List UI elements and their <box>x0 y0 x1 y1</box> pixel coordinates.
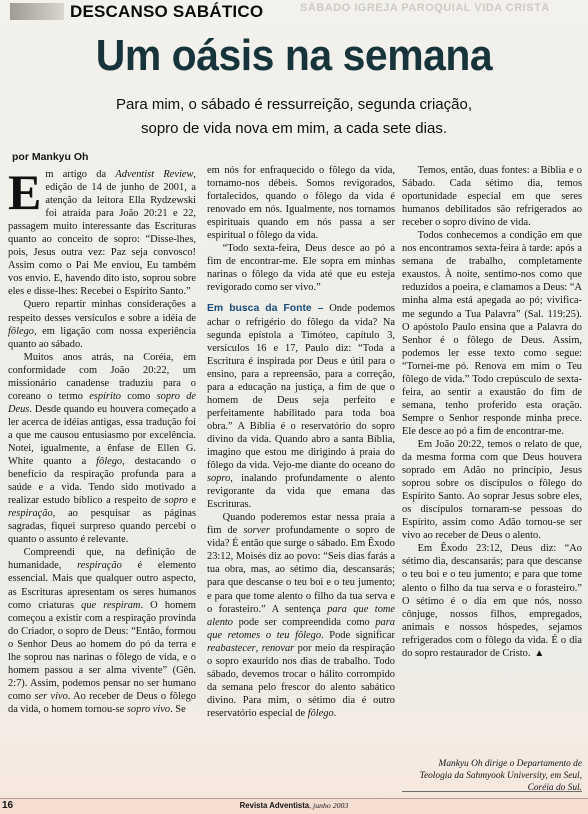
magazine-name: Revista Adventista <box>239 801 310 810</box>
paragraph: Em busca da Fonte – Onde podemos achar o refrigério do fôlego da vida? Na segunda epístola a Timóteo, capítulo 3, versículos 16 e 17, Paulo diz: “Toda a Escritura é inspirada por Deus e útil para o ensino, para a repreensão, para a correção, para a educação na justiça, a fim de que o homem de Deus seja perfeito e perfeitamente habilitado para toda boa obra.” A Bíblia é o reservatório do sopro divino da vida. Quando abro a santa Bíblia, imagino que estou me dirigindo à praia do fôlego da vida. Vejo-me diante do oceano do sopro, inalando profundamente o alento revigorante da vida que emana das Escrituras. <box>207 303 395 511</box>
subhead: Em busca da Fonte – <box>207 303 324 315</box>
column-2 <box>207 164 395 814</box>
column-1 <box>8 168 196 814</box>
section-label: DESCANSO SABÁTICO <box>70 2 264 21</box>
paragraph: “Todo sexta-feira, Deus desce ao pó a fim de encontrar-me. Ele sopra em minhas narinas o fôlego da vida até que eu esteja revigorado como ser vivo.” <box>207 243 395 294</box>
paragraph: Em artigo da Adventist Review, edição de 14 de junho de 2001, a atenção da leitora Ella Rydzewski foi atraída para João 20:21 e 22, passagem muito interessante das Escrituras quanto ao conceito de sopro: “Disse-lhes, pois, Jesus outra vez: Paz seja convosco! Assim como o Pai Me enviou, Eu também vos envio. E, havendo dito isto, soprou sobre eles e disse-lhes: Recebei o Espírito Santo.” <box>8 168 196 298</box>
drop-cap: E <box>8 168 42 220</box>
subtitle-line-1: Para mim, o sábado é ressurreição, segunda criação, <box>115 96 472 113</box>
article-title: Um oásis na semana <box>95 31 493 80</box>
paragraph: Em Êxodo 23:12, Deus diz: “Ao sétimo dia, descansarás; para que descanse o teu boi e o teu jumento; e para que tome alento o filho da tua serva e o forasteiro.” O sétimo é o dia em que nós, nosso cônjuge, nossos filhos, empregados, animais e nossos hóspedes, sejamos refrigerados com o fôlego da vida. É o dia do sopro restaurador de Cristo. ▲ <box>402 543 582 659</box>
paragraph: Quando poderemos estar nessa praia a fim de sorver profundamente o sopro de vida? É então que surge o sábado. Em Êxodo 23:12, Moisés diz ao povo: “Seis dias farás a tua obra, mas, ao sétimo dia, descansarás; para que descanse o teu boi e o teu jumento; e para que tome alento o filho da tua serva e o forasteiro.” A sentença para que tome alento pode ser compreendida como para que retomes o teu fôlego. Pode significar reabastecer, renovar por meio da respiração o sopro exaurido nos dias de trabalho. Todo sábado, devemos trocar o hálito corrompido da semana pelo frescor do alento sabático divino. Para mim, o sétimo dia é outro reservatório especial de fôlego. <box>207 512 395 719</box>
paragraph: Todos conhecemos a condição em que nos encontramos sexta-feira à tarde: após a semana de trabalho, completamente exaustos. À noite, sentimo-nos como que reduzidos a poeira, e clamamos a Deus: “A minha alma está apegada ao pó; vivifica-me segundo a Tua Palavra” (Sal. 119:25). O apóstolo Paulo ensina que a Palavra do Senhor é o fôlego de Deus. Assim, podemos ler esse texto como segue: “Tornei-me pó. Renova em mim o Teu fôlego de vida.” Todo crepúsculo de sexta-feira, ao sentir a exaustão do fim de semana, tenho proferido esta oração. Sempre o Senhor responde minha prece. Ele desce ao pó a fim de encontrar-me. <box>402 230 582 437</box>
bleed-through-text: SÁBADO IGREJA PAROQUIAL VIDA CRISTÃ <box>300 2 550 14</box>
paragraph: Em João 20:22, temos o relato de que, da mesma forma com que Deus houvera soprado em Adão no princípio, Jesus soprou sobre os discípulos o fôlego do Espírito Santo. Ao soprar Jesus sobre eles, os discípulos tornaram-se pessoas do Espírito, assim como Adão tornou-se ser vivo ao receber de Deus o alento. <box>402 438 582 542</box>
paragraph: Muitos anos atrás, na Coréia, em conformidade com João 20:22, um missionário canadense traduziu para o coreano o termo espírito como sopro de Deus. Desde quando eu houvera começado a ler acerca de idéias antigas, essa tradução foi a que me causou entusiasmo por excelência. Notei, igualmente, a ênfase de Ellen G. White quanto a fôlego, destacando o benefício da respiração profunda para a saúde e a vida. Tendo sido motivado a realizar estudo bíblico a respeito de sopro e respiração, ao pesquisar as páginas sagradas, fiquei surpreso quando percebi o quanto o assunto é relevante. <box>8 351 196 546</box>
paragraph: Compreendi que, na definição de humanidade, respiração é elemento essencial. Mais que qualquer outro aspecto, as Escrituras apresentam os seres humanos como criaturas que respiram. O homem começou a existir com a respiração provinda do Criador, o sopro de Deus: “Então, formou o Senhor Deus ao homem do pó da terra e lhe soprou nas narinas o fôlego de vida, e o homem passou a ser alma vivente” (Gên. 2:7). Assim, podemos pensar no ser humano como ser vivo. Ao receber de Deus o fôlego da vida, o homem tornou-se sopro vivo. Se <box>8 547 196 715</box>
section-color-bar <box>10 3 64 20</box>
paragraph: em nós for enfraquecido o fôlego da vida, tornamo-nos débeis. Somos revigorados, fortalecidos, quando o fôlego da vida é renovado em nós. Igualmente, nos tornamos espirituais quando em nós passa a ser espiritual o fôlego da vida. <box>207 165 395 242</box>
author-bio: Mankyu Oh dirige o Departamento de Teologia da Sahmyook University, em Seul, Coréia do Sul. <box>419 759 582 793</box>
paragraph: Quero repartir minhas considerações a respeito desses versículos e sobre a idéia de fôlego, em ligação com nossa experiência quanto ao sábado. <box>8 299 196 350</box>
paragraph: Temos, então, duas fontes: a Bíblia e o Sábado. Cada sétimo dia, temos oportunidade especial em que seres humanos debilitados são refrigerados ao receber o sopro divino de vida. <box>402 165 582 229</box>
column-3 <box>402 164 582 724</box>
issue-date: , junho 2003 <box>309 801 349 810</box>
byline: por Mankyu Oh <box>12 151 89 163</box>
article-subtitle <box>0 93 588 141</box>
subtitle-line-2: sopro de vida nova em mim, a cada sete dias. <box>141 120 447 137</box>
end-mark-icon: ▲ <box>534 647 545 659</box>
page-number: 16 <box>2 800 14 811</box>
footer-publication <box>0 801 588 810</box>
